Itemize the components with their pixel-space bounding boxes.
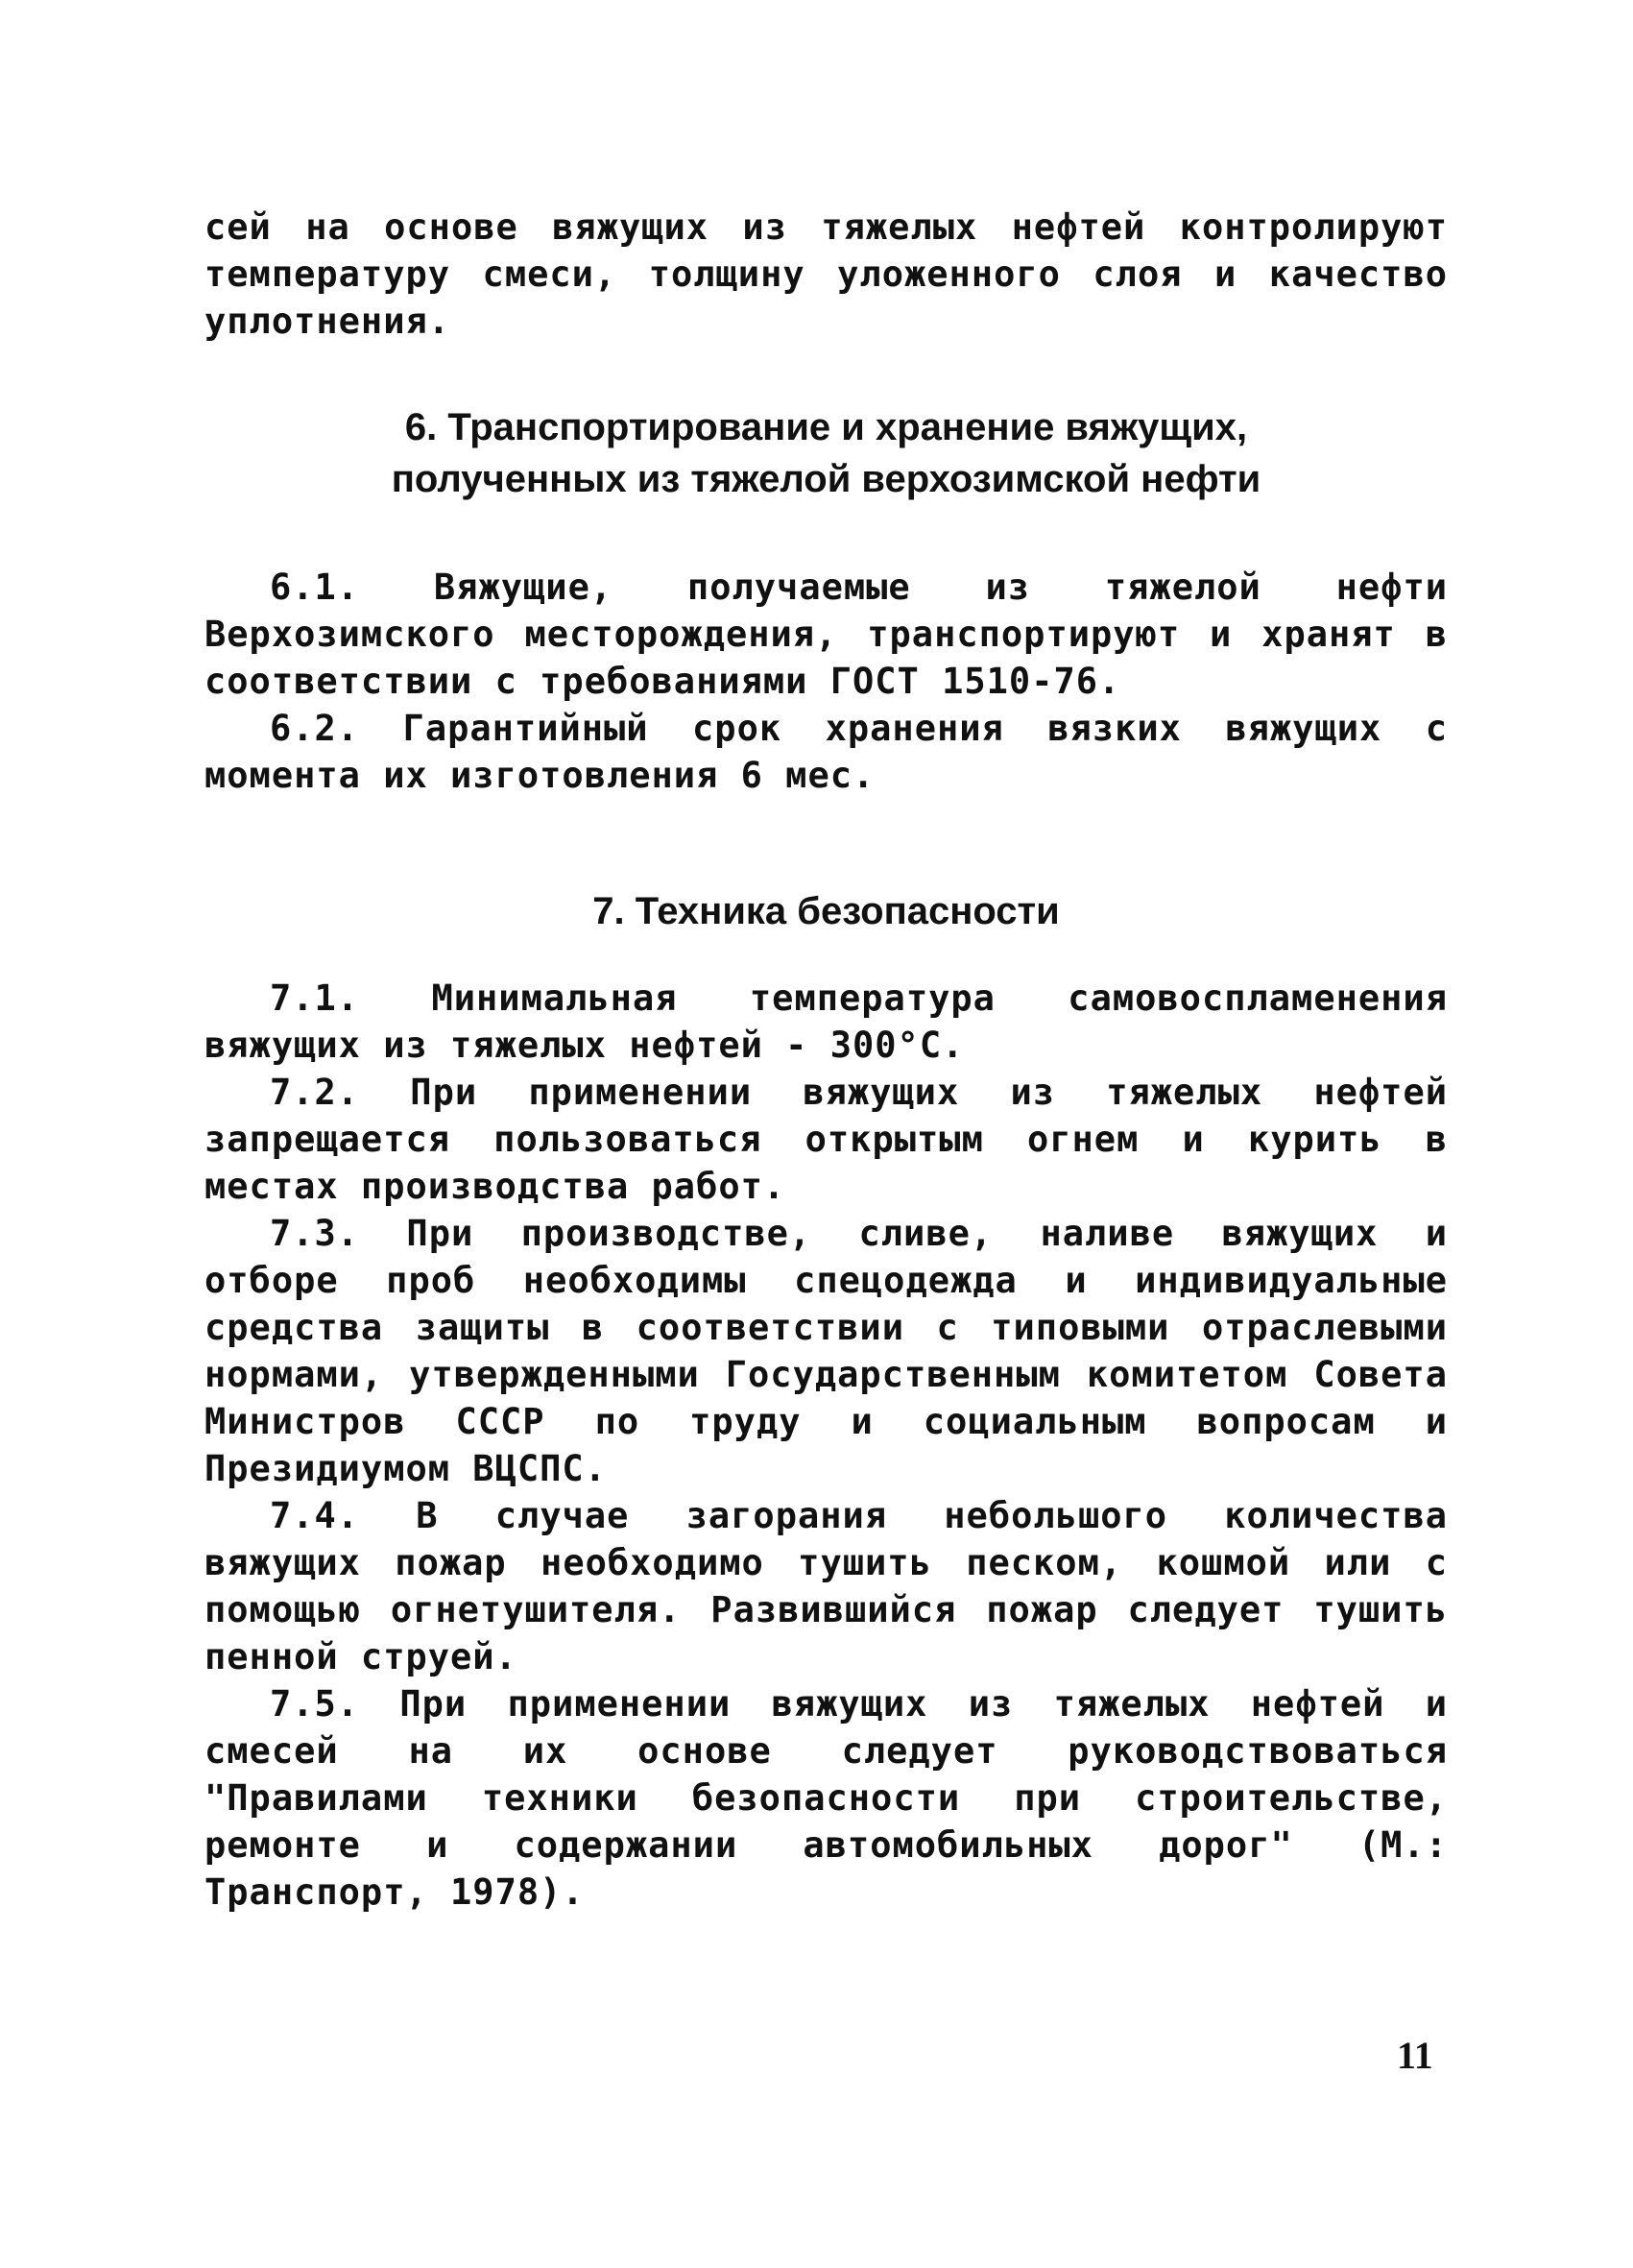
section-7-heading [204,885,1448,937]
paragraph-7-4: 7.4. В случае загорания небольшого количества вяжущих пожар необходимо тушить песком, кошмой или с помощью огнетушителя. Развившийся пожар следует тушить пенной струей. [204,1495,1448,1677]
page-number: 11 [1397,2034,1433,2077]
section-6-body [204,564,1448,799]
paragraph-7-1: 7.1. Минимальная температура самовоспламенения вяжущих из тяжелых нефтей - 300°С. [204,977,1448,1066]
paragraph-7-5: 7.5. При применении вяжущих из тяжелых нефтей и смесей на их основе следует руководствоваться "Правилами техники безопасности при строительстве, ремонте и содержании автомобильных дорог" (М.: Транспорт, 1978). [204,1683,1448,1913]
paragraph-6-1: 6.1. Вяжущие, получаемые из тяжелой нефти Верхозимского месторождения, транспортируют и хранят в соответствии с требованиями ГОСТ 1510-76. [204,567,1448,702]
paragraph-6-2: 6.2. Гарантийный срок хранения вязких вяжущих с момента их изготовления 6 мес. [204,708,1448,796]
paragraph-7-3: 7.3. При производстве, сливе, наливе вяжущих и отборе проб необходимы спецодежда и индивидуальные средства защиты в соответствии с типовыми отраслевыми нормами, утвержденными Государственным комитетом Совета Министров СССР по труду и социальным вопросам и Президиумом ВЦСПС. [204,1213,1448,1489]
section-6-heading-line-2: полученных из тяжелой верхозимской нефти [391,458,1261,500]
section-6-heading-line-1: 6. Транспортирование и хранение вяжущих, [404,406,1248,448]
paragraph-7-2: 7.2. При применении вяжущих из тяжелых нефтей запрещается пользоваться открытым огнем и курить в местах производства работ. [204,1072,1448,1207]
section-7-heading-text: 7. Техника безопасности [592,890,1060,932]
section-7-body [204,975,1448,1916]
intro-block [204,204,1448,345]
intro-paragraph: сей на основе вяжущих из тяжелых нефтей контролируют температуру смеси, толщину уложенного слоя и качество уплотнения. [204,206,1448,342]
section-6-heading [204,401,1448,505]
